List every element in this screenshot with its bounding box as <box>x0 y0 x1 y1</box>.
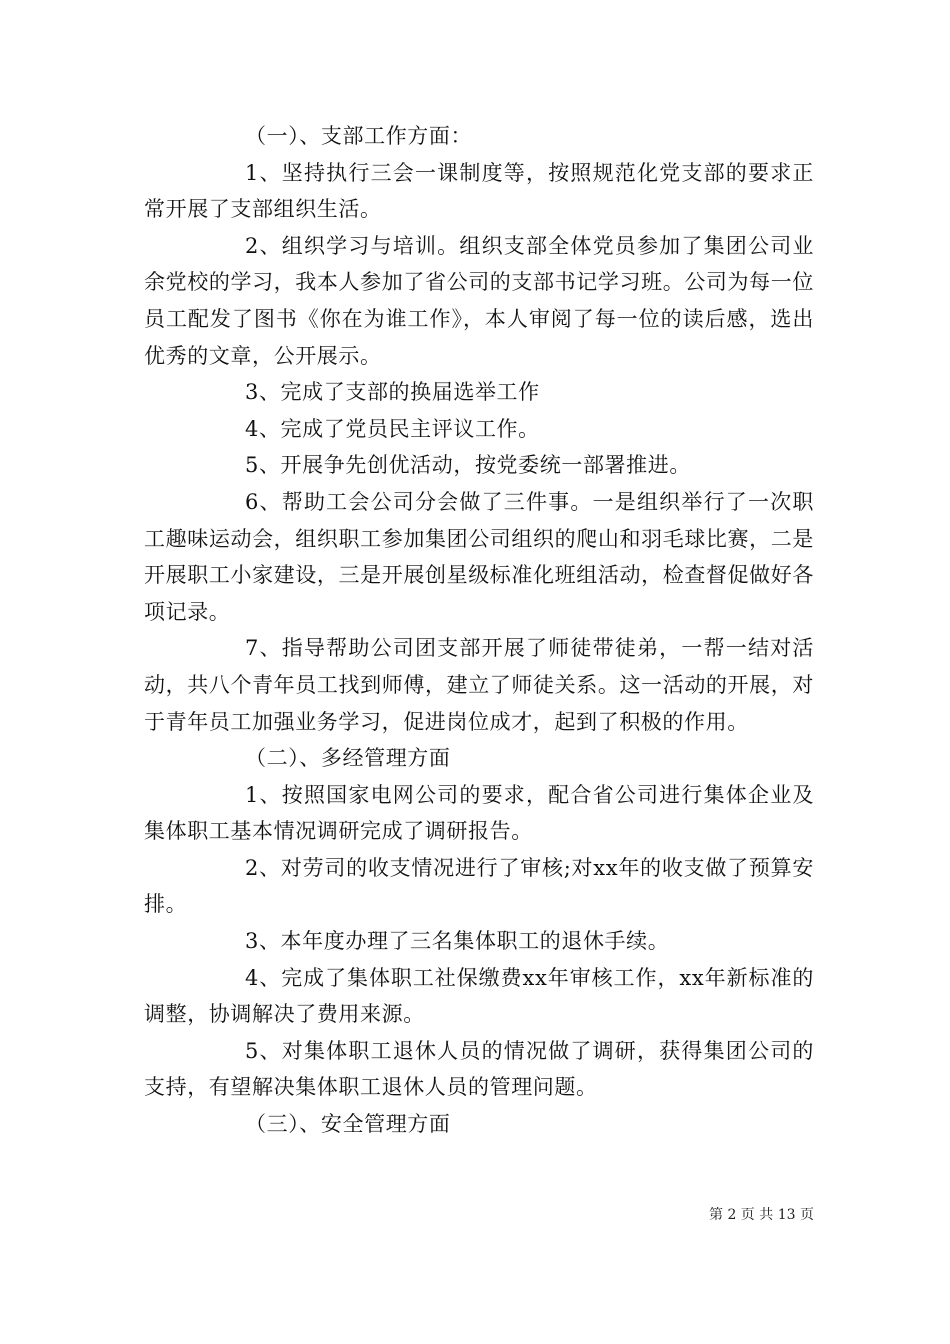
paragraph-item: 4、完成了党员民主评议工作。 <box>245 416 540 441</box>
page-number-footer: 第 2 页 共 13 页 <box>709 1207 814 1223</box>
paragraph-item: 2、组织学习与培训。组织支部全体党员参加了集团公司业余党校的学习，我本人参加了省公司的支部书记学习班。公司为每一位员工配发了图书《你在为谁工作》，本人审阅了每一位的读后感，选出优秀的文章，公开展示。 <box>144 233 814 368</box>
paragraph-item: 3、完成了支部的换届选举工作 <box>245 380 540 405</box>
paragraph-item: 1、坚持执行三会一课制度等，按照规范化党支部的要求正常开展了支部组织生活。 <box>144 160 814 222</box>
section-heading-2: （二）、多经管理方面 <box>245 746 451 771</box>
paragraph-item: 7、指导帮助公司团支部开展了师徒带徒弟，一帮一结对活动，共八个青年员工找到师傅，建立了师徒关系。这一活动的开展，对于青年员工加强业务学习，促进岗位成才，起到了积极的作用。 <box>144 636 814 734</box>
paragraph-item: 1、按照国家电网公司的要求，配合省公司进行集体企业及集体职工基本情况调研完成了调研报告。 <box>144 782 814 844</box>
paragraph-item: 5、对集体职工退休人员的情况做了调研，获得集团公司的支持，有望解决集体职工退休人员的管理问题。 <box>144 1038 814 1100</box>
paragraph-item: 4、完成了集体职工社保缴费xx年审核工作，xx年新标准的调整，协调解决了费用来源。 <box>144 965 814 1027</box>
paragraph-item: 5、开展争先创优活动，按党委统一部署推进。 <box>245 453 691 478</box>
section-heading-3: （三）、安全管理方面 <box>245 1112 451 1137</box>
document-body <box>144 118 814 1143</box>
section-heading-1: （一）、支部工作方面： <box>245 124 473 148</box>
paragraph-item: 3、本年度办理了三名集体职工的退休手续。 <box>245 929 670 954</box>
paragraph-item: 6、帮助工会公司分会做了三件事。一是组织举行了一次职工趣味运动会，组织职工参加集团公司组织的爬山和羽毛球比赛，二是开展职工小家建设，三是开展创星级标准化班组活动，检查督促做好各项记录。 <box>144 489 814 624</box>
paragraph-item: 2、对劳司的收支情况进行了审核;对xx年的收支做了预算安排。 <box>144 855 814 917</box>
